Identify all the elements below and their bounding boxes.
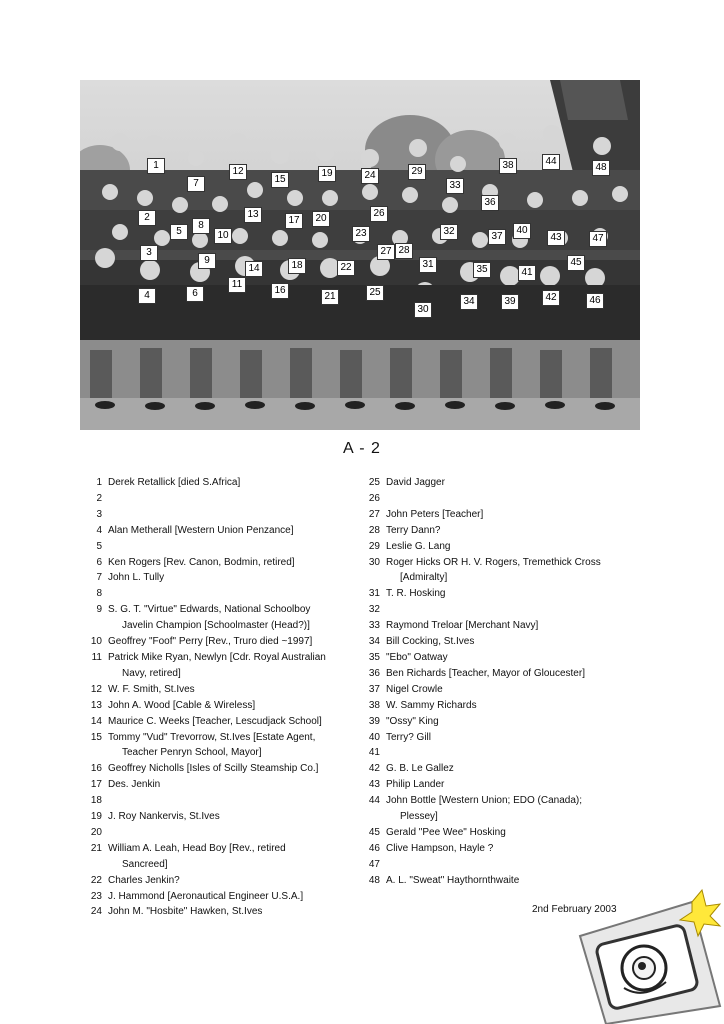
- entry-line: Raymond Treloar [Merchant Navy]: [386, 620, 539, 632]
- photo-label: 17: [285, 213, 303, 229]
- name-entry: [86, 793, 362, 809]
- name-entry: [364, 650, 654, 666]
- photo-label: 26: [370, 206, 388, 222]
- entry-text: [108, 682, 362, 698]
- entry-number: 39: [368, 715, 380, 727]
- entry-number: 17: [90, 779, 102, 791]
- entry-number: 14: [90, 715, 102, 727]
- entry-line: J. Hammond [Aeronautical Engineer U.S.A.]: [108, 890, 304, 902]
- entry-text: [108, 523, 362, 539]
- camera-sticker-icon: [574, 876, 724, 1024]
- entry-line: W. F. Smith, St.Ives: [108, 683, 195, 695]
- entry-number: 47: [368, 858, 380, 870]
- document-date: 2nd February 2003: [532, 904, 617, 915]
- name-entry: [364, 857, 654, 873]
- photo-label: 30: [414, 302, 432, 318]
- photo-label: 45: [567, 255, 585, 271]
- entry-line: John Peters [Teacher]: [386, 508, 484, 520]
- entry-text: [386, 618, 654, 634]
- entry-number: 15: [90, 731, 102, 743]
- entry-text: [386, 857, 654, 873]
- photo-label: 40: [513, 223, 531, 239]
- name-entry: [364, 777, 654, 793]
- entry-line: Navy, retired]: [122, 667, 181, 679]
- entry-line: Des. Jenkin: [108, 779, 161, 791]
- photo-label: 15: [271, 172, 289, 188]
- photo-label: 48: [592, 160, 610, 176]
- photo-label: 27: [377, 244, 395, 260]
- photo-label: 32: [440, 224, 458, 240]
- name-entry: [364, 793, 654, 825]
- entry-line: [108, 825, 362, 841]
- entry-line: Nigel Crowle: [386, 683, 443, 695]
- entry-line: Roger Hicks OR H. V. Rogers, Tremethick Cross: [386, 556, 601, 568]
- entry-number: 40: [368, 731, 380, 743]
- entry-text: [108, 761, 362, 777]
- entry-number: 21: [90, 842, 102, 854]
- entry-line: [108, 539, 362, 555]
- name-entry: [364, 475, 654, 491]
- name-entry: [86, 777, 362, 793]
- name-entry: [364, 491, 654, 507]
- photo-label: 28: [395, 243, 413, 259]
- photo-label: 43: [547, 230, 565, 246]
- entry-text: [108, 507, 362, 523]
- name-entry: [86, 650, 362, 682]
- entry-line: Maurice C. Weeks [Teacher, Lescudjack School]: [108, 715, 322, 727]
- entry-text: [108, 539, 362, 555]
- entry-number: 8: [96, 588, 102, 600]
- entry-number: 10: [90, 636, 102, 648]
- name-entry: [86, 682, 362, 698]
- entry-number: 44: [368, 795, 380, 807]
- entry-number: 30: [368, 556, 380, 568]
- entry-number: 28: [368, 524, 380, 536]
- entry-line: Geoffrey Nicholls [Isles of Scilly Steamship Co.]: [108, 763, 319, 775]
- entry-line: [386, 491, 654, 507]
- entry-text: [108, 714, 362, 730]
- name-entry: [364, 730, 654, 746]
- entry-number: 11: [91, 651, 102, 663]
- entry-text: [108, 634, 362, 650]
- photo-label: 41: [518, 265, 536, 281]
- name-entry: [364, 745, 654, 761]
- entry-text: [386, 666, 654, 682]
- entry-line: Teacher Penryn School, Mayor]: [122, 747, 262, 759]
- names-column-right: [364, 475, 654, 889]
- names-column-left: [86, 475, 362, 920]
- photo-label: 10: [214, 228, 232, 244]
- photo-label: 23: [352, 226, 370, 242]
- name-entry: [364, 507, 654, 523]
- entry-line: Terry? Gill: [386, 731, 432, 743]
- photo-label: 8: [192, 218, 210, 234]
- entry-text: [386, 825, 654, 841]
- entry-line: [108, 793, 362, 809]
- entry-line: [386, 602, 654, 618]
- photo-label: 36: [481, 195, 499, 211]
- entry-text: [108, 586, 362, 602]
- entry-number: 2: [96, 492, 102, 504]
- entry-line: G. B. Le Gallez: [386, 763, 454, 775]
- name-entry: [86, 825, 362, 841]
- entry-number: 7: [96, 572, 102, 584]
- entry-line: [108, 586, 362, 602]
- entry-text: [108, 841, 362, 873]
- entry-line: J. Roy Nankervis, St.Ives: [108, 811, 220, 823]
- entry-text: [108, 730, 362, 762]
- photo-caption: A - 2: [343, 440, 381, 457]
- entry-text: [108, 904, 362, 920]
- entry-text: [386, 745, 654, 761]
- entry-number: 36: [368, 667, 380, 679]
- entry-line: David Jagger: [386, 477, 445, 488]
- name-entry: [86, 475, 362, 491]
- name-entry: [364, 634, 654, 650]
- name-entry: [86, 904, 362, 920]
- entry-line: Geoffrey "Foof" Perry [Rev., Truro died ~1997]: [108, 636, 313, 648]
- name-entry: [86, 761, 362, 777]
- entry-number: 33: [368, 620, 380, 632]
- entry-text: [386, 491, 654, 507]
- entry-number: 29: [368, 540, 380, 552]
- entry-text: [386, 523, 654, 539]
- entry-line: W. Sammy Richards: [386, 699, 477, 711]
- entry-text: [386, 555, 654, 587]
- name-entry: [86, 491, 362, 507]
- entry-line: A. L. "Sweat" Haythornthwaite: [386, 874, 520, 886]
- entry-number: 31: [368, 588, 380, 600]
- name-entry: [86, 714, 362, 730]
- name-entry: [364, 714, 654, 730]
- entry-line: Javelin Champion [Schoolmaster (Head?)]: [122, 620, 310, 632]
- entry-number: 23: [90, 890, 102, 902]
- entry-line: John Bottle [Western Union; EDO (Canada);: [386, 795, 583, 807]
- name-entry: [86, 730, 362, 762]
- name-entry: [86, 698, 362, 714]
- entry-number: 42: [368, 763, 380, 775]
- entry-number: 16: [90, 763, 102, 775]
- entry-text: [108, 889, 362, 905]
- name-entry: [86, 602, 362, 634]
- photo-label: 6: [186, 286, 204, 302]
- entry-text: [386, 777, 654, 793]
- entry-line: Bill Cocking, St.Ives: [386, 636, 475, 648]
- photo-label: 47: [589, 231, 607, 247]
- entry-line: Patrick Mike Ryan, Newlyn [Cdr. Royal Australian: [108, 651, 326, 663]
- entry-line: Derek Retallick [died S.Africa]: [108, 477, 241, 488]
- name-entry: [364, 555, 654, 587]
- name-entry: [86, 539, 362, 555]
- photo-label: 12: [229, 164, 247, 180]
- photo-scene: [80, 80, 640, 430]
- photo-label: 11: [228, 277, 246, 293]
- name-entry: [364, 602, 654, 618]
- entry-line: [386, 745, 654, 761]
- photo-label: 31: [419, 257, 437, 273]
- entry-number: 35: [368, 651, 380, 663]
- photo-label: 33: [446, 178, 464, 194]
- photo-label: 24: [361, 168, 379, 184]
- photo-label: 1: [147, 158, 165, 174]
- photo-label: 13: [244, 207, 262, 223]
- entry-number: 26: [368, 492, 380, 504]
- entry-number: 48: [368, 874, 380, 886]
- entry-number: 19: [90, 811, 102, 823]
- entry-text: [386, 650, 654, 666]
- photo-label: 7: [187, 176, 205, 192]
- entry-number: 43: [368, 779, 380, 791]
- entry-line: S. G. T. "Virtue" Edwards, National Schoolboy: [108, 604, 311, 616]
- entry-text: [108, 825, 362, 841]
- entry-text: [386, 586, 654, 602]
- entry-line: "Ossy" King: [386, 715, 439, 727]
- entry-text: [108, 570, 362, 586]
- photo-label: 25: [366, 285, 384, 301]
- entry-number: 46: [368, 842, 380, 854]
- entry-text: [108, 650, 362, 682]
- entry-number: 38: [368, 699, 380, 711]
- photo-label: 42: [542, 290, 560, 306]
- entry-line: "Ebo" Oatway: [386, 651, 448, 663]
- name-entry: [86, 873, 362, 889]
- entry-number: 37: [368, 683, 380, 695]
- name-entry: [86, 555, 362, 571]
- entry-number: 25: [368, 477, 380, 488]
- entry-text: [386, 507, 654, 523]
- entry-line: Ben Richards [Teacher, Mayor of Gloucester]: [386, 667, 585, 679]
- entry-number: 4: [96, 524, 102, 536]
- entry-number: 20: [90, 826, 102, 838]
- entry-line: Tommy "Vud" Trevorrow, St.Ives [Estate Agent,: [108, 731, 316, 743]
- name-entry: [86, 634, 362, 650]
- name-entry: [86, 841, 362, 873]
- name-entry: [364, 666, 654, 682]
- photo-label: 38: [499, 158, 517, 174]
- entry-line: John M. "Hosbite" Hawken, St.Ives: [108, 906, 263, 918]
- entry-line: Terry Dann?: [386, 524, 441, 536]
- entry-text: [108, 555, 362, 571]
- photo-label: 22: [337, 260, 355, 276]
- name-entry: [364, 539, 654, 555]
- entry-text: [108, 777, 362, 793]
- photo-label: 20: [312, 211, 330, 227]
- entry-number: 5: [96, 540, 102, 552]
- name-entry: [86, 889, 362, 905]
- entry-line: Plessey]: [400, 811, 438, 823]
- entry-number: 1: [96, 477, 102, 488]
- entry-line: [386, 857, 654, 873]
- entry-number: 41: [368, 747, 380, 759]
- entry-text: [386, 730, 654, 746]
- entry-number: 9: [96, 604, 102, 616]
- entry-number: 32: [368, 604, 380, 616]
- entry-line: Charles Jenkin?: [108, 874, 180, 886]
- photo-label: 14: [245, 261, 263, 277]
- entry-text: [108, 873, 362, 889]
- entry-text: [386, 698, 654, 714]
- entry-number: 34: [368, 636, 380, 648]
- entry-text: [386, 539, 654, 555]
- entry-line: John L. Tully: [108, 572, 165, 584]
- name-entry: [364, 841, 654, 857]
- entry-text: [108, 809, 362, 825]
- entry-text: [108, 475, 362, 491]
- photo-label: 19: [318, 166, 336, 182]
- entry-number: 24: [90, 906, 102, 918]
- entry-line: Leslie G. Lang: [386, 540, 451, 552]
- entry-text: [386, 634, 654, 650]
- photo-label: 37: [488, 229, 506, 245]
- entry-number: 3: [96, 508, 102, 520]
- entry-number: 13: [90, 699, 102, 711]
- entry-text: [386, 475, 654, 491]
- name-entry: [86, 570, 362, 586]
- entry-line: [108, 507, 362, 523]
- name-entry: [364, 761, 654, 777]
- entry-text: [386, 602, 654, 618]
- photo-label: 29: [408, 164, 426, 180]
- name-entry: [86, 586, 362, 602]
- name-entry: [364, 618, 654, 634]
- entry-line: William A. Leah, Head Boy [Rev., retired: [108, 842, 286, 854]
- name-entry: [86, 809, 362, 825]
- entry-line: [Admiralty]: [400, 572, 448, 584]
- name-entry: [364, 523, 654, 539]
- entry-number: 12: [90, 683, 102, 695]
- name-entry: [364, 586, 654, 602]
- entry-line: Alan Metherall [Western Union Penzance]: [108, 524, 294, 536]
- entry-number: 45: [368, 826, 380, 838]
- entry-number: 27: [368, 508, 380, 520]
- entry-text: [386, 793, 654, 825]
- photo-label: 46: [586, 293, 604, 309]
- entry-number: 18: [90, 795, 102, 807]
- entry-text: [386, 761, 654, 777]
- entry-text: [108, 491, 362, 507]
- photo-label: 2: [138, 210, 156, 226]
- entry-text: [386, 714, 654, 730]
- photo-label: 21: [321, 289, 339, 305]
- name-entry: [364, 698, 654, 714]
- name-entry: [364, 825, 654, 841]
- photo-label: 34: [460, 294, 478, 310]
- entry-number: 22: [90, 874, 102, 886]
- entry-line: John A. Wood [Cable & Wireless]: [108, 699, 256, 711]
- photo-label: 5: [170, 224, 188, 240]
- photo-label: 44: [542, 154, 560, 170]
- photo-label: 16: [271, 283, 289, 299]
- entry-line: Sancreed]: [122, 858, 168, 870]
- photo-label: 35: [473, 262, 491, 278]
- name-entry: [86, 507, 362, 523]
- entry-text: [108, 793, 362, 809]
- entry-text: [108, 602, 362, 634]
- photo-label: 3: [140, 245, 158, 261]
- group-photograph: [80, 80, 640, 430]
- entry-line: Ken Rogers [Rev. Canon, Bodmin, retired]: [108, 556, 295, 568]
- entry-text: [108, 698, 362, 714]
- name-entry: [364, 682, 654, 698]
- entry-line: T. R. Hosking: [386, 588, 446, 600]
- photo-label: 9: [198, 253, 216, 269]
- entry-text: [386, 841, 654, 857]
- name-entry: [86, 523, 362, 539]
- entry-line: [108, 491, 362, 507]
- entry-text: [386, 682, 654, 698]
- photo-label: 4: [138, 288, 156, 304]
- entry-line: Philip Lander: [386, 779, 445, 791]
- photo-label: 18: [288, 258, 306, 274]
- entry-number: 6: [96, 556, 102, 568]
- entry-line: Gerald "Pee Wee" Hosking: [386, 826, 506, 838]
- entry-line: Clive Hampson, Hayle ?: [386, 842, 494, 854]
- photo-label: 39: [501, 294, 519, 310]
